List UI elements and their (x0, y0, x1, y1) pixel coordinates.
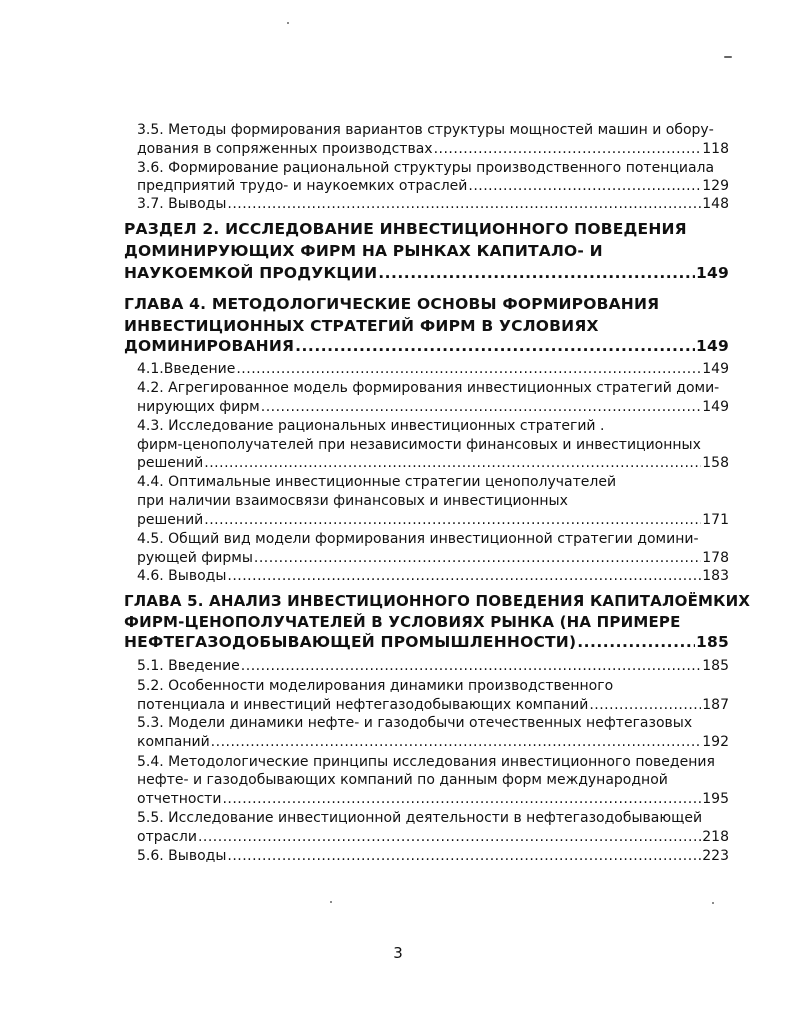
toc-page-number: 183 (702, 568, 729, 584)
dot-leader (198, 828, 701, 847)
toc-page-number: 192 (702, 734, 729, 750)
toc-heading-line: ФИРМ-ЦЕНОПОЛУЧАТЕЛЕЙ В УСЛОВИЯХ РЫНКА (НА ПРИМЕРЕ (124, 613, 681, 631)
dot-leader (222, 790, 701, 809)
toc-entry-5-1[interactable] (137, 657, 729, 676)
toc-page-number: 185 (696, 633, 729, 651)
toc-heading-line: ГЛАВА 5. АНАЛИЗ ИНВЕСТИЦИОННОГО ПОВЕДЕНИЯ КАПИТАЛОЁМКИХ (124, 592, 751, 610)
toc-heading-line: НЕФТЕГАЗОДОБЫВАЮЩЕЙ ПРОМЫШЛЕННОСТИ) (124, 633, 577, 651)
toc-entry-3-7[interactable] (137, 195, 729, 214)
toc-heading-line: НАУКОЕМКОЙ ПРОДУКЦИИ (124, 264, 378, 282)
toc-entry-3-6[interactable] (137, 177, 729, 196)
toc-entry-4-1[interactable] (137, 360, 729, 379)
toc-page-number: 118 (702, 141, 729, 157)
toc-entry-5-3[interactable] (137, 733, 729, 752)
toc-entry-5-5[interactable] (137, 828, 729, 847)
toc-entry-chapter-4[interactable] (124, 335, 729, 357)
toc-entry-chapter-5[interactable] (124, 631, 729, 653)
toc-line: 5.3. Модели динамики нефте- и газодобычи отечественных нефтегазовых (137, 715, 693, 731)
toc-line: отрасли (137, 829, 197, 845)
toc-page-number: 195 (702, 791, 729, 807)
toc-line: при наличии взаимосвязи финансовых и инвестиционных (137, 493, 568, 509)
toc-line: 3.7. Выводы (137, 196, 227, 212)
toc-entry-5-6[interactable] (137, 847, 729, 866)
dot-leader (204, 511, 701, 530)
toc-line: 4.3. Исследование рациональных инвестиционных стратегий . (137, 418, 605, 434)
toc-entry-5-4[interactable] (137, 790, 729, 809)
toc-page-number: 187 (702, 697, 729, 713)
dot-leader (227, 195, 701, 214)
toc-line: 4.4. Оптимальные инвестиционные стратегии ценополучателей (137, 474, 617, 490)
toc-page-number: 223 (702, 848, 729, 864)
dot-leader (434, 140, 702, 159)
dot-leader (204, 454, 701, 473)
dot-leader (295, 335, 695, 357)
toc-line: рующей фирмы (137, 550, 253, 566)
toc-entry-5-2[interactable] (137, 696, 729, 715)
toc-line: дования в сопряженных производствах (137, 141, 433, 157)
toc-line: 4.1.Введение (137, 361, 236, 377)
toc-line: 5.2. Особенности моделирования динамики производственного (137, 678, 614, 694)
toc-heading-line: ДОМИНИРУЮЩИХ ФИРМ НА РЫНКАХ КАПИТАЛО- И (124, 242, 603, 260)
toc-page-number: 149 (696, 264, 729, 282)
dot-leader (227, 567, 701, 586)
dot-leader (254, 549, 701, 568)
scan-speck (287, 22, 289, 24)
toc-heading-line: РАЗДЕЛ 2. ИССЛЕДОВАНИЕ ИНВЕСТИЦИОННОГО ПОВЕДЕНИЯ (124, 220, 687, 238)
toc-page-number: 178 (702, 550, 729, 566)
toc-page-number: 171 (702, 512, 729, 528)
toc-entry-3-5[interactable] (137, 140, 729, 159)
scan-speck (712, 902, 714, 904)
toc-line: 4.2. Агрегированное модель формирования инвестиционных стратегий доми- (137, 380, 720, 396)
toc-entry-4-6[interactable] (137, 567, 729, 586)
toc-page-number: 185 (702, 658, 729, 674)
scan-speck (330, 901, 332, 903)
dot-leader (236, 360, 701, 379)
toc-heading-line: ИНВЕСТИЦИОННЫХ СТРАТЕГИЙ ФИРМ В УСЛОВИЯХ (124, 317, 599, 335)
toc-page-number: 148 (702, 196, 729, 212)
toc-line: 4.5. Общий вид модели формирования инвестиционной стратегии домини- (137, 531, 699, 547)
toc-line: нефте- и газодобывающих компаний по данным форм международной (137, 772, 668, 788)
toc-line: 4.6. Выводы (137, 568, 227, 584)
dot-leader (211, 733, 702, 752)
toc-line: компаний (137, 734, 210, 750)
dot-leader (468, 177, 701, 196)
toc-entry-part-2[interactable] (124, 262, 729, 284)
dot-leader (589, 696, 701, 715)
toc-entry-4-2[interactable] (137, 398, 729, 417)
toc-line: решений (137, 512, 204, 528)
toc-line: 5.6. Выводы (137, 848, 227, 864)
page-number: 3 (393, 944, 403, 962)
toc-line: потенциала и инвестиций нефтегазодобывающих компаний (137, 697, 589, 713)
toc-line: отчетности (137, 791, 222, 807)
toc-heading-line: ДОМИНИРОВАНИЯ (124, 337, 295, 355)
toc-line: 3.6. Формирование рациональной структуры производственного потенциала (137, 160, 715, 176)
toc-line: нирующих фирм (137, 399, 260, 415)
toc-line: фирм-ценополучателей при независимости финансовых и инвестиционных (137, 437, 701, 453)
toc-line: 5.5. Исследование инвестиционной деятельности в нефтегазодобывающей (137, 810, 703, 826)
toc-entry-4-5[interactable] (137, 549, 729, 568)
dot-leader (577, 631, 695, 653)
toc-line: предприятий трудо- и наукоемких отраслей (137, 178, 468, 194)
dot-leader (261, 398, 702, 417)
toc-line: 5.1. Введение (137, 658, 240, 674)
toc-line: 5.4. Методологические принципы исследования инвестиционного поведения (137, 754, 715, 770)
dot-leader (227, 847, 701, 866)
dot-leader (378, 262, 695, 284)
toc-line: решений (137, 455, 204, 471)
toc-page-number: 149 (702, 399, 729, 415)
toc-line: 3.5. Методы формирования вариантов структуры мощностей машин и обору- (137, 122, 714, 138)
dot-leader (241, 657, 701, 676)
toc-page-number: 158 (702, 455, 729, 471)
toc-page-number: 129 (702, 178, 729, 194)
toc-heading-line: ГЛАВА 4. МЕТОДОЛОГИЧЕСКИЕ ОСНОВЫ ФОРМИРОВАНИЯ (124, 295, 660, 313)
toc-page-number: 149 (702, 361, 729, 377)
toc-page-number: 218 (702, 829, 729, 845)
scan-speck (724, 56, 732, 58)
toc-entry-4-3[interactable] (137, 454, 729, 473)
toc-page-number: 149 (696, 337, 729, 355)
toc-entry-4-4[interactable] (137, 511, 729, 530)
